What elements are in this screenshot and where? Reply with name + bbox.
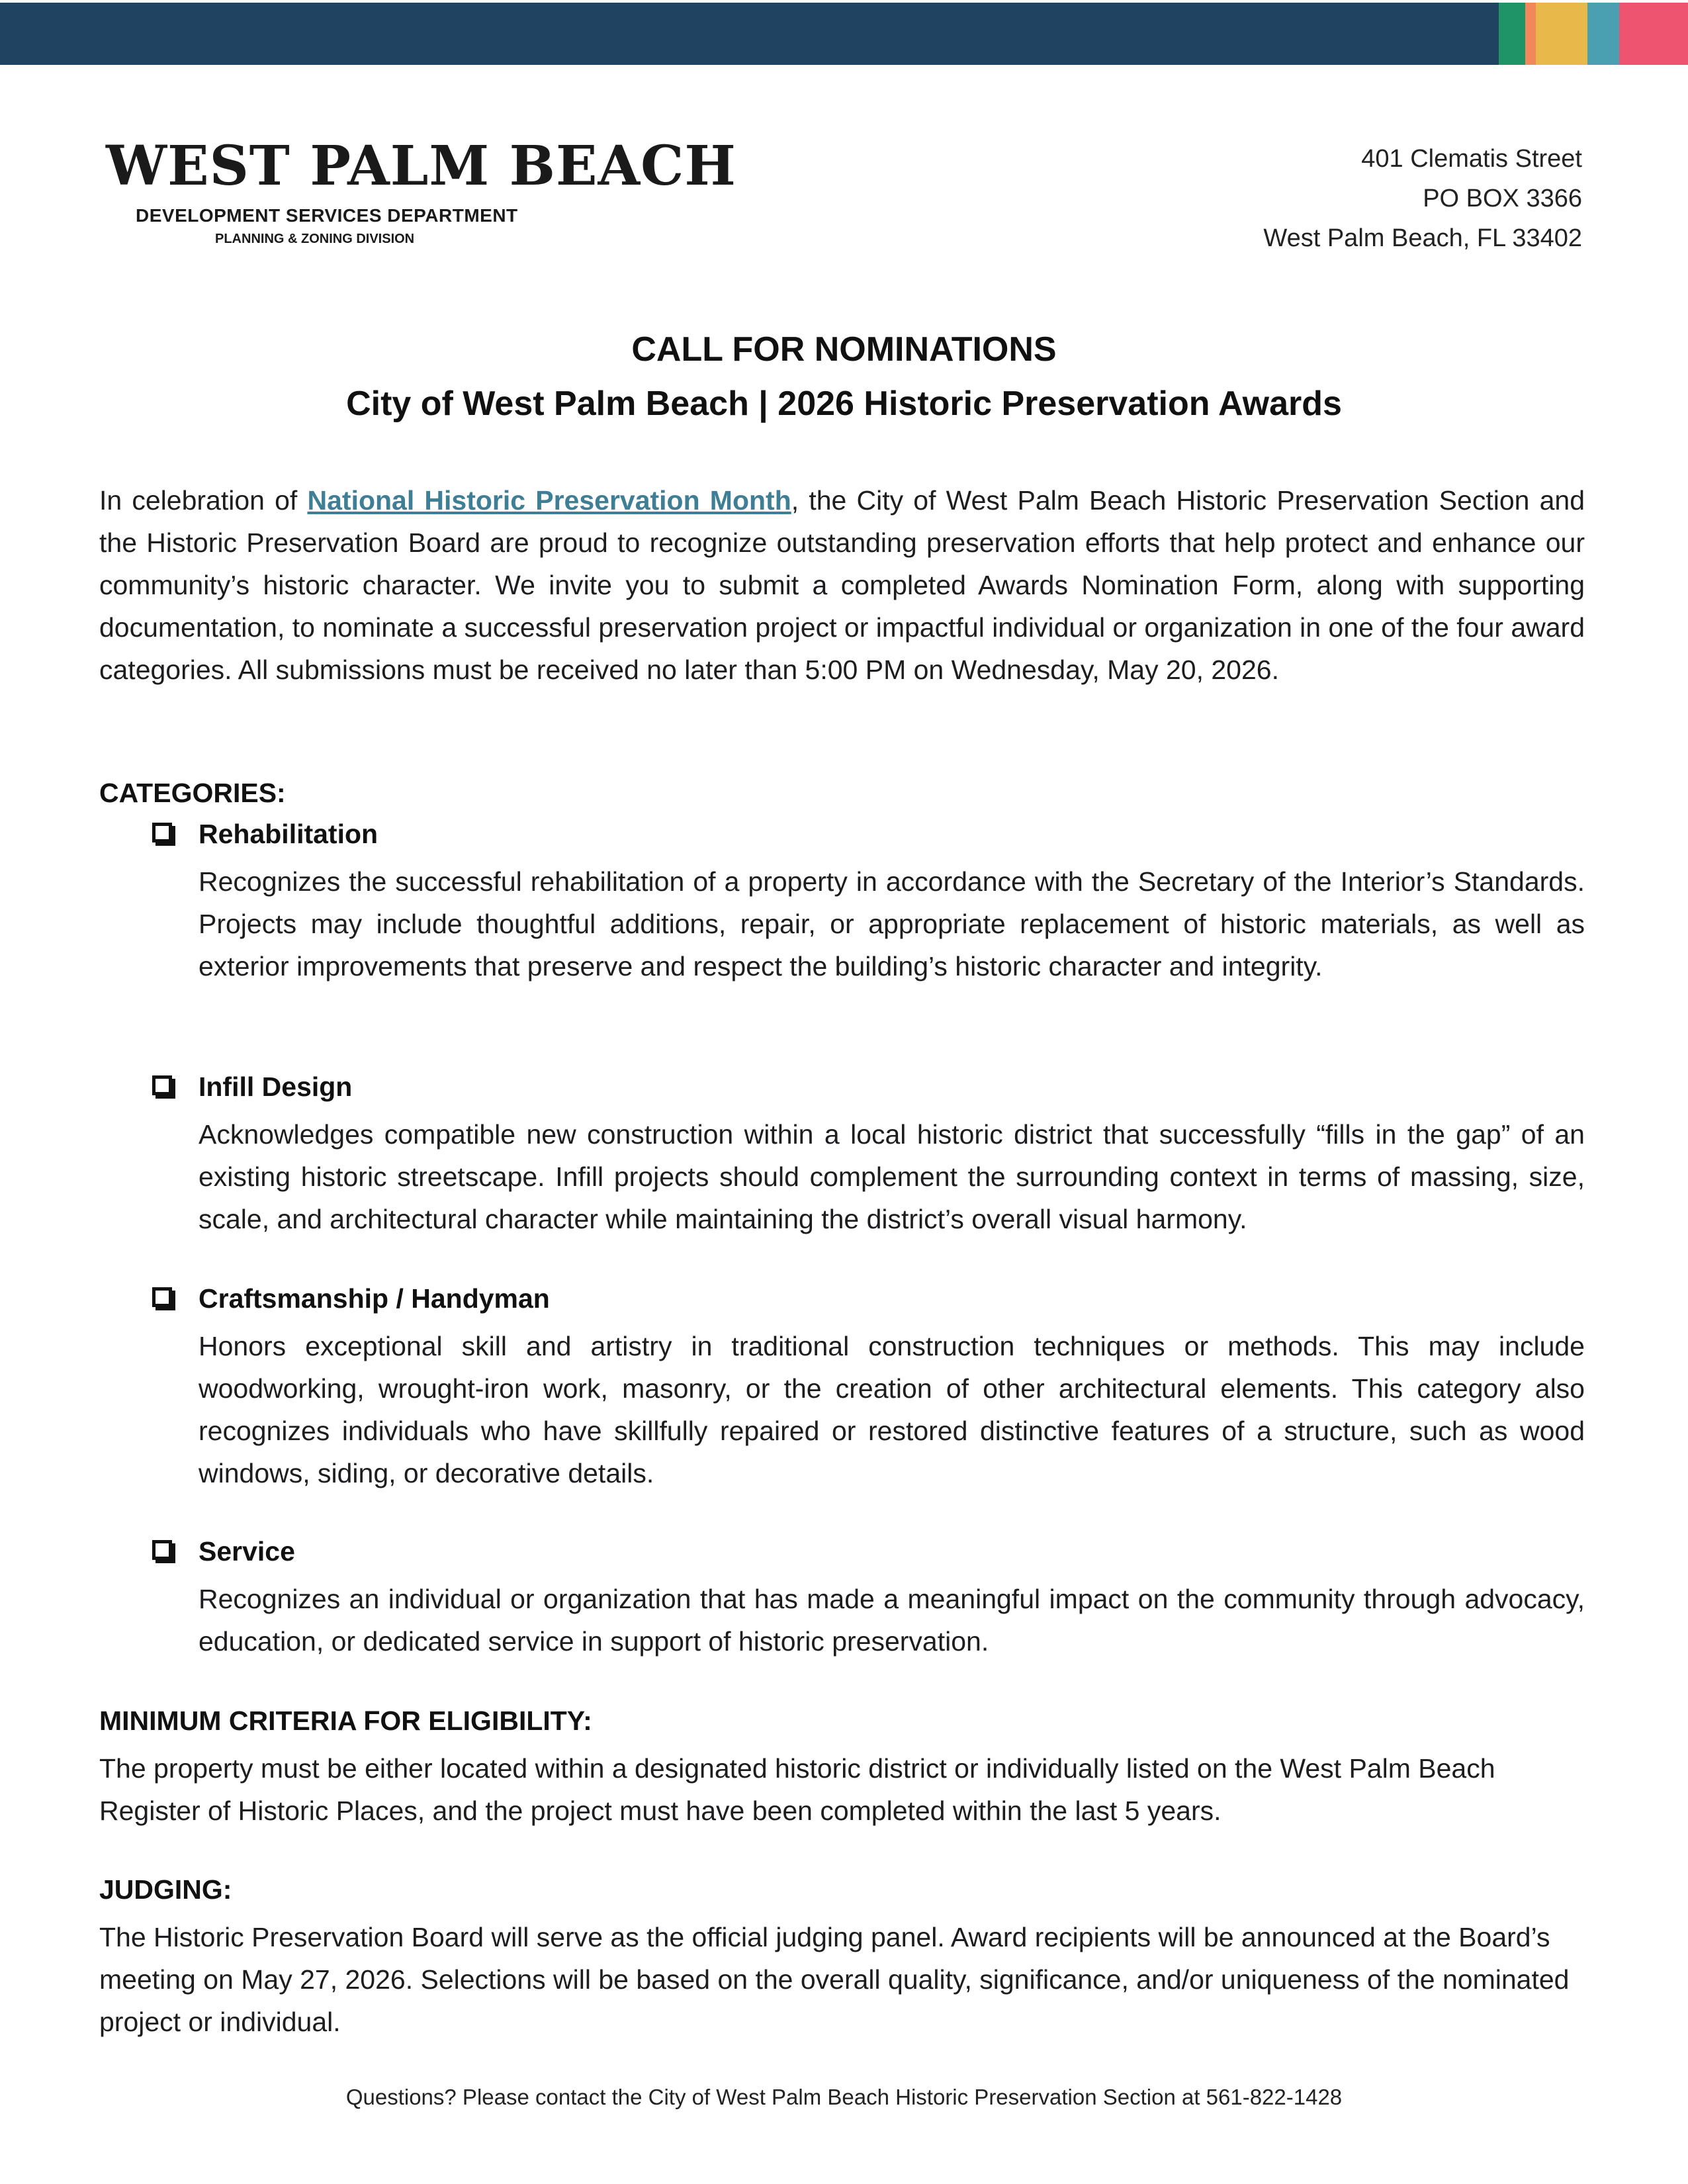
header-bar-navy: [0, 3, 1499, 65]
intro-text: , the City of West Palm Beach Historic Preservation Section and the Historic Preservation Board are proud to recognize outstanding preservation efforts that help protect and enhance our community’s historic character. We invite you to submit a completed Awards Nomination Form, along with supporting documentation, to nominate a successful preservation project or impactful individual or organization in one of the four award categories. All submissions must be received no later than 5:00 PM on Wednesday, May 20, 2026.: [99, 485, 1585, 685]
category-title-rehabilitation: Rehabilitation: [199, 819, 378, 849]
category-title-infill-design: Infill Design: [199, 1071, 353, 1102]
category-title-craftsmanship: Craftsmanship / Handyman: [199, 1283, 550, 1314]
mailing-address: [1263, 139, 1582, 258]
category-description-service: Recognizes an individual or organization that has made a meaningful impact on the community through advocacy, education, or dedicated service in support of historic preservation.: [199, 1584, 1585, 1657]
header-bar-yellow-segment: [1536, 3, 1587, 65]
header-bar-pink-segment: [1619, 3, 1688, 65]
intro-paragraph: [99, 479, 1585, 691]
category-title-service: Service: [199, 1536, 295, 1567]
service-checkbox[interactable]: [152, 1540, 172, 1560]
category-description-craftsmanship: Honors exceptional skill and artistry in traditional construction techniques or methods. This may include woodworking, wrought-iron work, masonry, or the creation of other architectural elements. This category also recognizes individuals who have skillfully repaired or restored distinctive features of a structure, such as wood windows, siding, or decorative details.: [199, 1331, 1585, 1488]
eligibility-text: The property must be either located within a designated historic district or individually listed on the West Palm Beach Register of Historic Places, and the project must have been completed within the last 5 years.: [99, 1753, 1495, 1826]
category-description-infill-design: Acknowledges compatible new construction within a local historic district that successfully “fills in the gap” of an existing historic streetscape. Infill projects should complement the surrounding context in terms of massing, size, scale, and architectural character while maintaining the district’s overall visual harmony.: [199, 1119, 1585, 1234]
judging-heading: JUDGING:: [99, 1874, 232, 1905]
header-bar-orange-segment: [1525, 3, 1536, 65]
city-logo: [106, 134, 736, 246]
logo-division: PLANNING & ZONING DIVISION: [215, 232, 415, 246]
categories-heading: CATEGORIES:: [99, 778, 286, 808]
address-line-1: 401 Clematis Street: [1361, 145, 1582, 173]
rehabilitation-checkbox[interactable]: [152, 823, 172, 842]
logo-department: DEVELOPMENT SERVICES DEPARTMENT: [136, 205, 518, 226]
address-line-2: PO BOX 3366: [1423, 185, 1582, 212]
craftsmanship-checkbox[interactable]: [152, 1287, 172, 1307]
category-description-rehabilitation: Recognizes the successful rehabilitation of a property in accordance with the Secretary of the Interior’s Standards. Projects may include thoughtful additions, repair, or appropriate replacement of historic materials, as well as exterior improvements that preserve and respect the building’s historic character and integrity.: [199, 866, 1585, 981]
infill-design-checkbox[interactable]: [152, 1075, 172, 1095]
page-title: CALL FOR NOMINATIONS: [631, 330, 1057, 369]
page-subtitle: City of West Palm Beach | 2026 Historic Preservation Awards: [346, 385, 1342, 423]
judging-text: The Historic Preservation Board will serve as the official judging panel. Award recipients will be announced at the Board’s meeting on May 27, 2026. Selections will be based on the overall quality, significance, and/or uniqueness of the nominated project or individual.: [99, 1922, 1570, 2037]
logo-title: WEST PALM BEACH: [106, 134, 736, 198]
header-bar-green-segment: [1499, 3, 1525, 65]
intro-prefix: In celebration of: [99, 485, 308, 516]
contact-footer: Questions? Please contact the City of West Palm Beach Historic Preservation Section at 561-822-1428: [345, 2085, 1343, 2109]
header-bar-teal-segment: [1587, 3, 1619, 65]
address-line-3: West Palm Beach, FL 33402: [1263, 224, 1582, 252]
eligibility-heading: MINIMUM CRITERIA FOR ELIGIBILITY:: [99, 1706, 592, 1736]
preservation-month-link[interactable]: National Historic Preservation Month: [307, 485, 791, 516]
header-color-bar: [0, 0, 1688, 65]
